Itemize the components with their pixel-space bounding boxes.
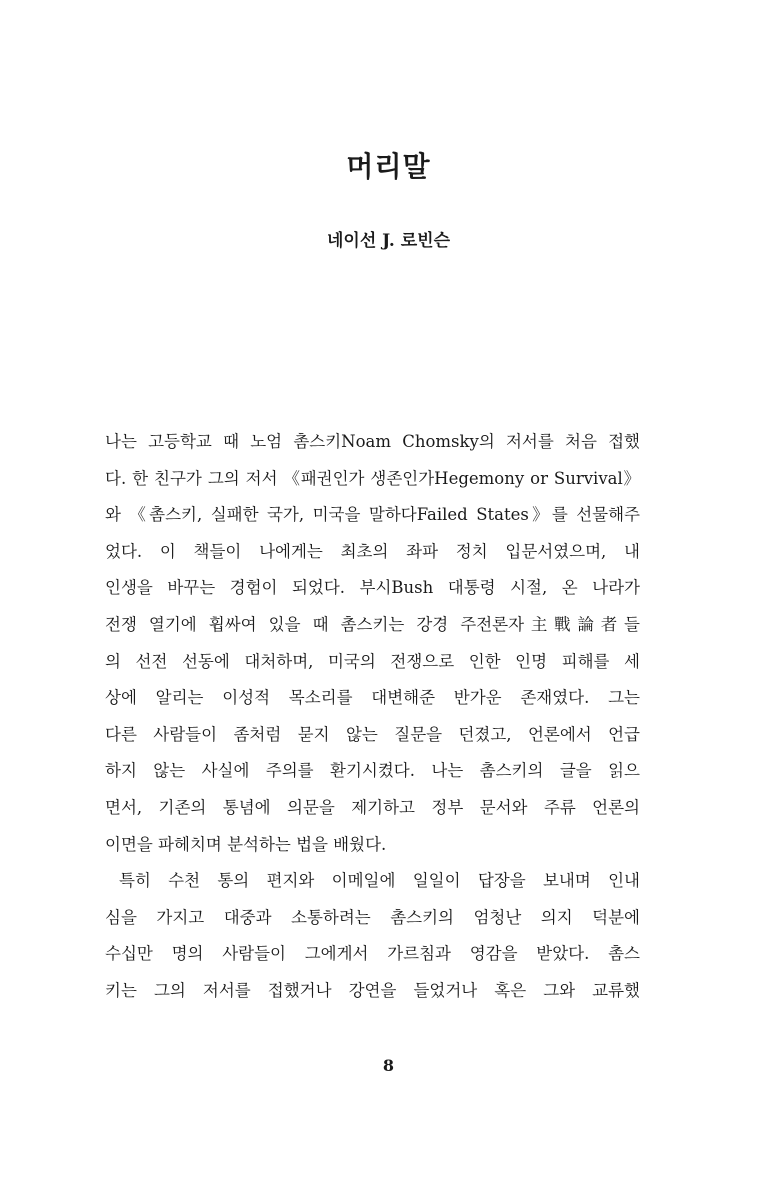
text-line: 인생을 바꾸는 경험이 되었다. 부시Bush 대통령 시절, 온 나라가 <box>105 578 640 598</box>
author-name: 네이선 J. 로빈슨 <box>326 231 450 251</box>
text-line: 상에 알리는 이성적 목소리를 대변해준 반가운 존재였다. 그는 <box>105 688 640 708</box>
page-title: 머리말 <box>346 150 431 183</box>
text-line: 다. 한 친구가 그의 저서 《패권인가 생존인가Hegemony or Survival》 <box>105 468 640 488</box>
text-line: 다른 사람들이 좀처럼 묻지 않는 질문을 던졌고, 언론에서 언급 <box>105 724 640 744</box>
text-line: 특히 수천 통의 편지와 이메일에 일일이 답장을 보내며 인내 <box>119 871 640 891</box>
text-line: 면서, 기존의 통념에 의문을 제기하고 정부 문서와 주류 언론의 <box>105 797 640 817</box>
body-text <box>105 427 640 1013</box>
text-line: 의 선전 선동에 대처하며, 미국의 전쟁으로 인한 인명 피해를 세 <box>105 651 640 671</box>
text-line: 었다. 이 책들이 나에게는 최초의 좌파 정치 입문서였으며, 내 <box>105 541 640 561</box>
text-line: 키는 그의 저서를 접했거나 강연을 들었거나 혹은 그와 교류했 <box>105 980 640 1000</box>
text-line: 하지 않는 사실에 주의를 환기시켰다. 나는 촘스키의 글을 읽으 <box>105 761 640 781</box>
text-line: 와 《촘스키, 실패한 국가, 미국을 말하다Failed States》를 선물해주 <box>105 505 640 525</box>
text-line: 이면을 파헤치며 분석하는 법을 배웠다. <box>105 834 387 854</box>
text-line: 나는 고등학교 때 노엄 촘스키Noam Chomsky의 저서를 처음 접했 <box>105 432 640 451</box>
text-line: 전쟁 열기에 휩싸여 있을 때 촘스키는 강경 주전론자主戰論者들 <box>105 614 640 634</box>
page-number: 8 <box>382 1056 395 1075</box>
text-line: 심을 가지고 대중과 소통하려는 촘스키의 엄청난 의지 덕분에 <box>105 907 640 927</box>
text-line: 수십만 명의 사람들이 그에게서 가르침과 영감을 받았다. 촘스 <box>105 944 640 964</box>
